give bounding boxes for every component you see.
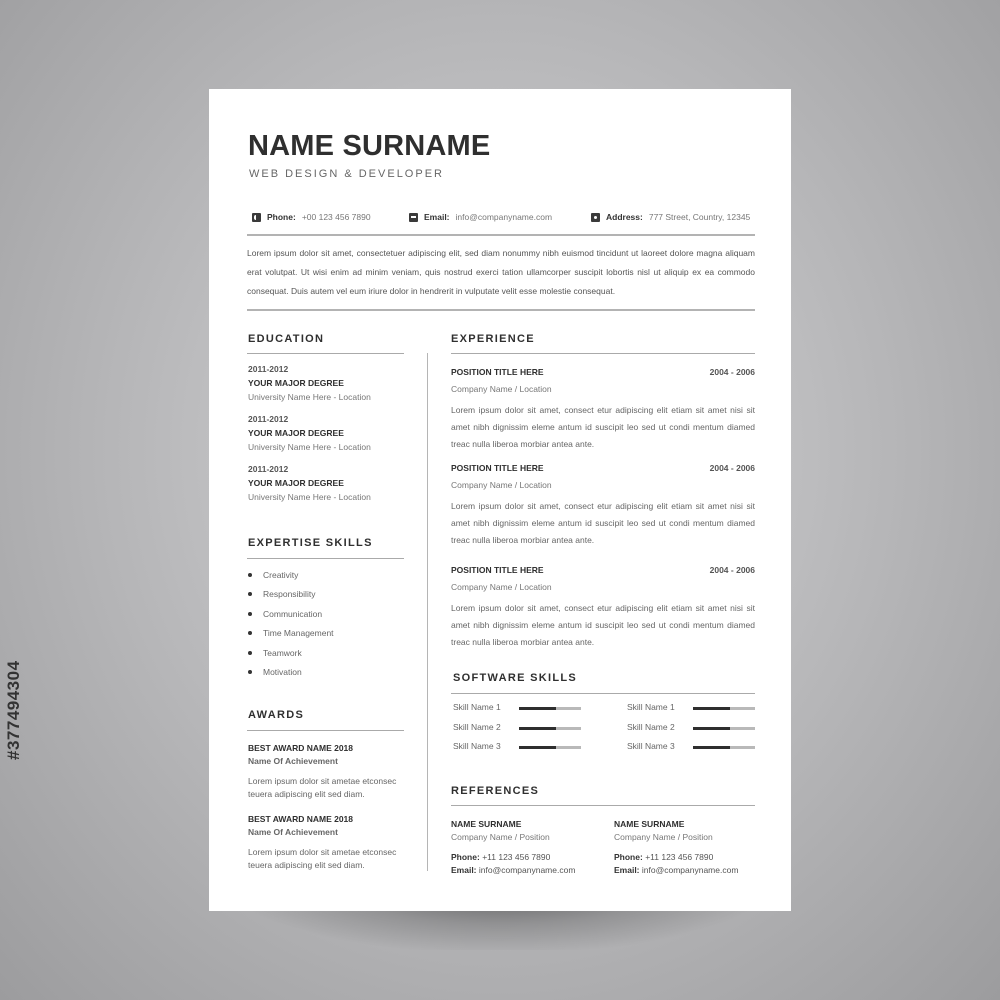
skill-level-fill: [693, 727, 730, 730]
email-label: Email:: [614, 865, 640, 875]
education-years: 2011-2012: [248, 414, 289, 424]
skill-level-bar: [519, 746, 581, 749]
experience-description: Lorem ipsum dolor sit amet, consect etur adipiscing elit etiam sit amet nisi sit amet nibh dignissim eleme antum id suscipit leo sed ut condi mentum diamed treac nulla liberoa morbiar antea ante.: [451, 603, 755, 647]
skill-level-fill: [519, 746, 556, 749]
contact-phone: [252, 212, 371, 222]
mail-icon: [409, 213, 418, 222]
education-degree: YOUR MAJOR DEGREE: [248, 478, 344, 488]
divider: [247, 730, 404, 731]
email-label: Email:: [451, 865, 477, 875]
education-item: [248, 412, 408, 454]
skill-level-fill: [519, 707, 556, 710]
bullet-icon: [248, 631, 252, 635]
list-item: [248, 589, 315, 599]
position-dates: 2004 - 2006: [709, 565, 755, 575]
divider: [247, 353, 404, 354]
address-label: Address:: [606, 212, 643, 222]
education-title: EDUCATION: [248, 333, 325, 345]
skill-name: Skill Name 2: [453, 722, 501, 732]
education-years: 2011-2012: [248, 364, 289, 374]
experience-item: [451, 367, 755, 453]
divider: [247, 234, 755, 236]
skill-label: Teamwork: [263, 648, 302, 658]
position-title: POSITION TITLE HERE: [451, 565, 544, 575]
list-item: [248, 628, 334, 638]
reference-email: [614, 864, 754, 877]
bullet-icon: [248, 670, 252, 674]
experience-item: [451, 463, 755, 549]
education-item: [248, 362, 408, 404]
skill-label: Motivation: [263, 667, 302, 677]
skill-label: Communication: [263, 609, 323, 619]
skill-name: Skill Name 1: [453, 702, 501, 712]
company-location: Company Name / Location: [451, 480, 552, 490]
education-item: [248, 462, 408, 504]
resume-page: [209, 89, 791, 911]
skill-level-bar: [693, 707, 755, 710]
education-degree: YOUR MAJOR DEGREE: [248, 428, 344, 438]
skill-level-fill: [693, 746, 730, 749]
skill-label: Creativity: [263, 570, 299, 580]
skill-name: Skill Name 3: [453, 741, 501, 751]
column-divider: [427, 353, 428, 871]
education-years: 2011-2012: [248, 464, 289, 474]
phone-label: Phone:: [267, 212, 296, 222]
reference-email: [451, 864, 591, 877]
skill-label: Responsibility: [263, 589, 316, 599]
phone-icon: [252, 213, 261, 222]
education-degree: YOUR MAJOR DEGREE: [248, 378, 344, 388]
address-value: 777 Street, Country, 12345: [648, 212, 751, 222]
divider: [247, 309, 755, 311]
contact-email: [409, 212, 552, 222]
expertise-title: EXPERTISE SKILLS: [248, 537, 373, 549]
references-title: REFERENCES: [451, 785, 540, 797]
reference-item: [451, 818, 591, 877]
software-skill: [627, 741, 757, 753]
email-label: Email:: [424, 212, 450, 222]
software-skill: [453, 722, 583, 734]
position-title: POSITION TITLE HERE: [451, 463, 544, 473]
experience-title: EXPERIENCE: [451, 333, 535, 345]
phone-label: Phone:: [614, 852, 643, 862]
phone-value: +11 123 456 7890: [645, 852, 714, 862]
reference-name: NAME SURNAME: [451, 819, 522, 829]
software-skill: [453, 702, 583, 714]
award-achievement: Name Of Achievement: [248, 756, 338, 766]
award-achievement: Name Of Achievement: [248, 827, 338, 837]
list-item: [248, 667, 302, 677]
divider: [451, 693, 755, 694]
reference-position: Company Name / Position: [614, 832, 713, 842]
divider: [451, 805, 755, 806]
reference-phone: [614, 851, 754, 864]
email-value: info@companyname.com: [455, 212, 553, 222]
skill-name: Skill Name 1: [627, 702, 675, 712]
reference-name: NAME SURNAME: [614, 819, 685, 829]
education-university: University Name Here - Location: [248, 392, 371, 402]
reference-item: [614, 818, 754, 877]
software-skill: [453, 741, 583, 753]
software-skill: [627, 702, 757, 714]
skill-level-bar: [693, 727, 755, 730]
position-dates: 2004 - 2006: [709, 367, 755, 377]
software-skill: [627, 722, 757, 734]
award-description: Lorem ipsum dolor sit ametae etconsec teuera adipiscing elit sed diam.: [248, 847, 397, 870]
divider: [451, 353, 755, 354]
phone-value: +00 123 456 7890: [301, 212, 371, 222]
stock-id-label: #377494304: [4, 660, 23, 760]
skill-label: Time Management: [263, 628, 334, 638]
resume-name: NAME SURNAME: [248, 130, 491, 162]
skill-level-fill: [519, 727, 556, 730]
award-item: [248, 742, 408, 801]
skill-level-bar: [693, 746, 755, 749]
position-dates: 2004 - 2006: [709, 463, 755, 473]
position-title: POSITION TITLE HERE: [451, 367, 544, 377]
company-location: Company Name / Location: [451, 582, 552, 592]
experience-description: Lorem ipsum dolor sit amet, consect etur adipiscing elit etiam sit amet nisi sit amet nibh dignissim eleme antum id suscipit leo sed ut condi mentum diamed treac nulla liberoa morbiar antea ante.: [451, 501, 755, 545]
reference-phone: [451, 851, 591, 864]
software-skills-title: SOFTWARE SKILLS: [453, 672, 577, 684]
reference-position: Company Name / Position: [451, 832, 550, 842]
resume-role: WEB DESIGN & DEVELOPER: [249, 168, 444, 180]
award-name: BEST AWARD NAME 2018: [248, 814, 354, 824]
awards-title: AWARDS: [248, 709, 305, 721]
list-item: [248, 648, 302, 658]
company-location: Company Name / Location: [451, 384, 552, 394]
bullet-icon: [248, 651, 252, 655]
summary-text: Lorem ipsum dolor sit amet, consectetuer adipiscing elit, sed diam nonummy nibh euismod tincidunt ut laoreet dolore magna aliquam erat volutpat. Ut wisi enim ad minim veniam, quis nostrud exerci tation ullamcorper suscipit lobortis nisl ut aliquip ex ea commodo consequat. Duis autem vel eum iriure dolor in hendrerit in vulputate velit esse molestie consequat.: [247, 248, 755, 296]
skill-level-fill: [693, 707, 730, 710]
location-icon: [591, 213, 600, 222]
bullet-icon: [248, 612, 252, 616]
divider: [247, 558, 404, 559]
list-item: [248, 609, 322, 619]
list-item: [248, 570, 298, 580]
skill-level-bar: [519, 707, 581, 710]
email-value: info@companyname.com: [478, 865, 576, 875]
bullet-icon: [248, 573, 252, 577]
education-university: University Name Here - Location: [248, 492, 371, 502]
award-description: Lorem ipsum dolor sit ametae etconsec teuera adipiscing elit sed diam.: [248, 776, 397, 799]
bullet-icon: [248, 592, 252, 596]
award-item: [248, 813, 408, 872]
phone-value: +11 123 456 7890: [482, 852, 551, 862]
experience-description: Lorem ipsum dolor sit amet, consect etur adipiscing elit etiam sit amet nisi sit amet nibh dignissim eleme antum id suscipit leo sed ut condi mentum diamed treac nulla liberoa morbiar antea ante.: [451, 405, 755, 449]
phone-label: Phone:: [451, 852, 480, 862]
experience-item: [451, 565, 755, 651]
contact-address: [591, 212, 750, 222]
education-university: University Name Here - Location: [248, 442, 371, 452]
award-name: BEST AWARD NAME 2018: [248, 743, 354, 753]
skill-name: Skill Name 2: [627, 722, 675, 732]
skill-name: Skill Name 3: [627, 741, 675, 751]
email-value: info@companyname.com: [641, 865, 739, 875]
skill-level-bar: [519, 727, 581, 730]
